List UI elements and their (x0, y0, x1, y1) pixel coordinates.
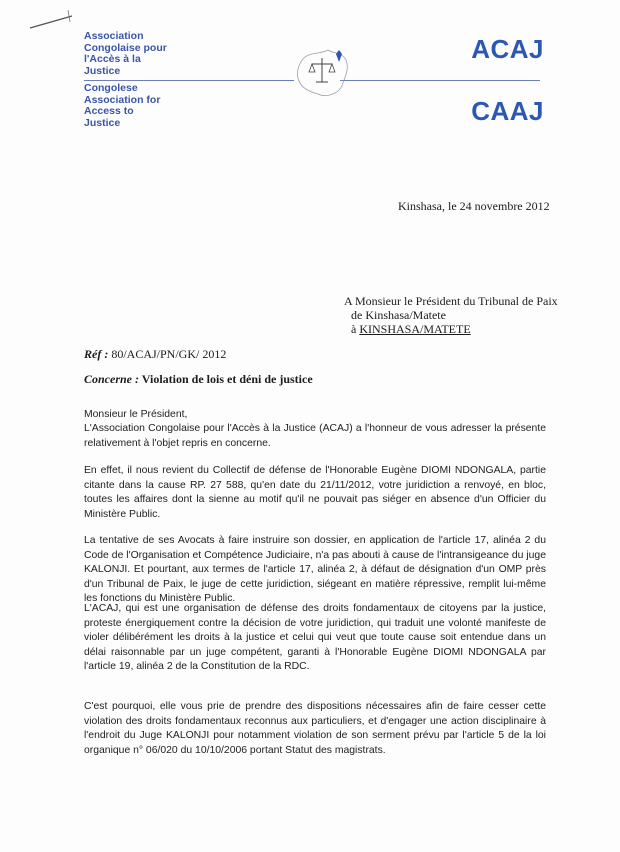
org-en-line: Association for (84, 93, 161, 106)
recipient-line (344, 322, 558, 336)
header-rule-left (84, 80, 294, 81)
subject-line (84, 372, 313, 387)
org-name-french (84, 31, 204, 77)
reference-line (84, 347, 226, 362)
org-fr-line: Justice (84, 64, 121, 77)
subject-label: Concerne : (84, 372, 139, 386)
paragraph: La tentative de ses Avocats à faire instruire son dossier, en application de l'article 17, alinéa 2 du Code de l'Organisation et Compétence Judiciaire, n'a pas abouti à cause de l'intransigeance du juge KALONJI. Et pourtant, aux termes de l'article 17, alinéa 2, à défaut de désignation d'un OMP près d'un Tribunal de Paix, le juge de cette juridiction, siégeant en matière répressive, remplit lui-même les fonctions du Ministère Public. (84, 535, 546, 605)
recipient-line: A Monsieur le Président du Tribunal de Paix (344, 294, 558, 308)
header-rule-right (340, 80, 540, 81)
recipient-prefix: à (351, 322, 360, 336)
org-en-line: Access to (84, 105, 134, 117)
org-fr-line: Association (84, 30, 144, 42)
pen-mark-icon (28, 6, 88, 36)
org-abbr-french: ACAJ (471, 34, 544, 64)
recipient-city: KINSHASA/MATETE (359, 322, 471, 336)
paragraph: En effet, il nous revient du Collectif de défense de l'Honorable Eugène DIOMI NDONGALA, partie citante dans la cause RP. 27 588, qu'en date du 21/11/2012, votre juridiction a renvoyé, en bloc, toutes les affaires dont la sienne au motif qu'il ne pouvait pas siéger en absence d'un Officier du Ministère Public. (84, 465, 546, 520)
place-and-date: Kinshasa, le 24 novembre 2012 (398, 199, 550, 213)
paragraph: C'est pourquoi, elle vous prie de prendre des dispositions nécessaires afin de faire cesser cette violation des droits fondamentaux reconnus aux particuliers, et d'engager une action disciplinaire à l'endroit du Juge KALONJI pour notamment violation de son serment prévu par l'article 5 de la loi organique n° 06/020 du 10/10/2006 portant Statut des magistrats. (84, 701, 546, 756)
paragraph: L'ACAJ, qui est une organisation de défense des droits fondamentaux de citoyens par la justice, proteste énergiquement contre la décision de votre juridiction, qui traduit une volonté manifeste de violer délibérément les droits à la justice et celui qui veut que toute cause soit entendue dans un délai raisonnable par un juge compétent, garanti à l'Honorable Eugène DIOMI NDONGALA par l'article 19, alinéa 2 de la Constitution de la RDC. (84, 603, 546, 673)
org-fr-line: Congolaise pour (84, 41, 167, 54)
org-name-english (84, 83, 204, 129)
reference-label: Réf : (84, 347, 109, 361)
recipient-line: de Kinshasa/Matete (351, 308, 446, 322)
scales-of-justice-map-icon (292, 48, 352, 100)
org-en-line: Congolese (84, 82, 138, 94)
org-fr-line: l'Accès à la (84, 53, 141, 65)
paragraph: L'Association Congolaise pour l'Accès à la Justice (ACAJ) a l'honneur de vous adresser la présente relativement à l'objet repris en concerne. (84, 423, 546, 449)
reference-value: 80/ACAJ/PN/GK/ 2012 (108, 347, 227, 361)
org-en-line: Justice (84, 116, 121, 129)
recipient-address (344, 294, 558, 336)
org-abbr-english: CAAJ (471, 96, 544, 126)
subject-value: Violation de lois et déni de justice (139, 372, 313, 386)
salutation: Monsieur le Président, (84, 409, 188, 420)
